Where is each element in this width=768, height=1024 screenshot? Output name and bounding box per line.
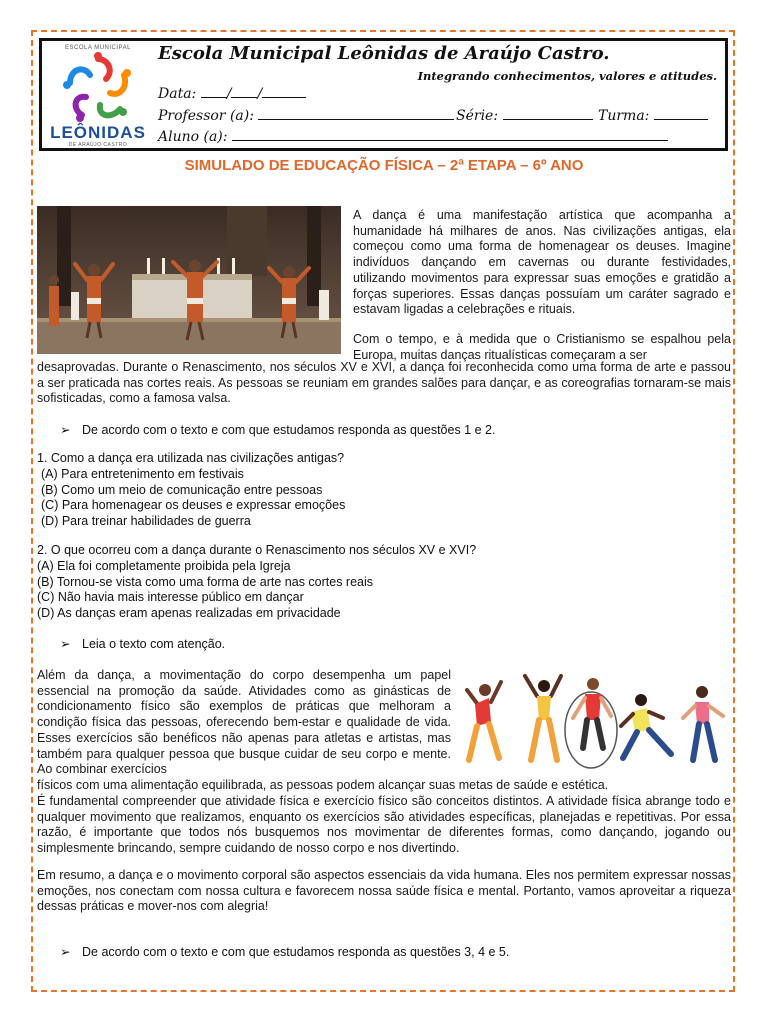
teacher-field[interactable]: [158, 107, 454, 124]
logo-figures-icon: [48, 51, 148, 129]
question-1-option-d[interactable]: (D) Para treinar habilidades de guerra: [41, 514, 251, 529]
question-2-stem: 2. O que ocorreu com a dança durante o Renascimento nos séculos XV e XVI?: [37, 543, 477, 557]
question-2-option-b[interactable]: (B) Tornou-se vista como uma forma de arte nas cortes reais: [37, 574, 374, 589]
question-2-option-c[interactable]: (C) Não havia mais interesse público em dançar: [37, 590, 304, 605]
health-paragraph-start: Além da dança, a movimentação do corpo desempenha um papel essencial na promoção da saúde. Atividades como as ginásticas de condicionamento físico são exemplos de práticas que melhoram a condição física das pessoas, oferecendo bem-estar e qualidade de vida. Esses exercícios são benéficos não apenas para atletas e artistas, mas também para qualquer pessoa que busque cuidar de seu corpo e mente. Ao combinar exercícios: [37, 668, 451, 777]
history-paragraph-start: Com o tempo, e à medida que o Cristianismo se espalhou pela Europa, muitas danças ritualísticas começaram a ser: [353, 332, 731, 362]
date-label: Data:: [158, 86, 197, 102]
logo-name: LEÔNIDAS: [50, 123, 146, 142]
instruction-read: [60, 636, 225, 651]
instruction-q3-5-text: De acordo com o texto e com que estudamos responda as questões 3, 4 e 5.: [82, 945, 510, 959]
student-label: Aluno (a):: [158, 129, 228, 145]
school-tagline: Integrando conhecimentos, valores e atitudes.: [417, 69, 717, 83]
question-1-stem: 1. Como a dança era utilizada nas civilizações antigas?: [37, 451, 345, 465]
activity-vs-exercise-paragraph: É fundamental compreender que atividade física e exercício físico são conceitos distintos. A atividade física abrange todo e qualquer movimento que realizamos, enquanto os exercícios são atividades específicas, planejadas e repetitivas. Por essa razão, é importante que todos nós busquemos nos movimentar de diferentes formas, como dançando, jogando ou simplesmente brincando, sempre cuidando de nosso corpo e nos divertindo.: [37, 794, 731, 856]
grade-label: Série:: [456, 108, 499, 124]
logo-caption-bottom: DE ARAÚJO CASTRO: [68, 142, 128, 148]
intro-paragraph: A dança é uma manifestação artística que acompanha a humanidade há milhares de anos. Nas civilizações antigas, ela começou como uma forma de homenagear os deuses. Imagine indivíduos dançando em cavernas ou durante festividades, utilizando movimentos para expressar suas emoções e gratidão a forças superiores. Essas danças possuíam um caráter sagrado e estavam ligadas a celebrações e rituais.: [353, 208, 731, 317]
instruction-q1-2: [60, 422, 495, 437]
grade-field[interactable]: [456, 107, 593, 124]
question-1-option-a[interactable]: (A) Para entretenimento em festivais: [41, 466, 244, 481]
school-name: Escola Municipal Leônidas de Araújo Castro.: [158, 43, 610, 64]
school-logo: [48, 45, 148, 147]
question-1: [37, 451, 345, 530]
health-paragraph-end: físicos com uma alimentação equilibrada, as pessoas podem alcançar suas metas de saúde e estética.: [37, 778, 609, 792]
student-field[interactable]: [158, 128, 668, 145]
instruction-q3-5: [60, 944, 509, 959]
date-field[interactable]: Data: / /: [158, 85, 306, 102]
arrow-bullet-icon: ➢: [60, 945, 71, 959]
instruction-q1-2-text: De acordo com o texto e com que estudamos responda as questões 1 e 2.: [82, 423, 496, 437]
instruction-read-text: Leia o texto com atenção.: [82, 637, 226, 651]
exam-title: SIMULADO DE EDUCAÇÃO FÍSICA – 2ª ETAPA – 6º ANO: [184, 157, 584, 174]
question-1-option-c[interactable]: (C) Para homenagear os deuses e expressar emoções: [41, 498, 346, 513]
dance-ritual-photo: [37, 206, 341, 354]
question-2-option-a[interactable]: (A) Ela foi completamente proibida pela Igreja: [37, 558, 291, 573]
arrow-bullet-icon: ➢: [60, 637, 71, 651]
question-1-option-b[interactable]: (B) Como um meio de comunicação entre pessoas: [41, 482, 323, 497]
arrow-bullet-icon: ➢: [60, 423, 71, 437]
class-label: Turma:: [598, 108, 650, 124]
exercise-people-illustration: [461, 668, 734, 774]
teacher-label: Professor (a):: [158, 108, 254, 124]
question-2-option-d[interactable]: (D) As danças eram apenas realizadas em privacidade: [37, 606, 341, 621]
school-header: [39, 38, 728, 151]
history-paragraph-rest: desaprovadas. Durante o Renascimento, nos séculos XV e XVI, a dança foi reconhecida como uma forma de arte e passou a ser praticada nas cortes reais. As pessoas se reuniam em grandes salões para dançar, e as coreografias tornaram-se mais sofisticadas, como a famosa valsa.: [37, 360, 731, 406]
question-2: [37, 543, 476, 622]
class-field[interactable]: [598, 107, 708, 124]
summary-paragraph: Em resumo, a dança e o movimento corporal são aspectos essenciais da vida humana. Eles nos permitem expressar nossas emoções, nos conectam com nossa cultura e favorecem nossa saúde física e mental. Portanto, vamos aproveitar a riqueza dessas práticas e mover-nos com alegria!: [37, 868, 731, 914]
logo-caption-top: ESCOLA MUNICIPAL: [65, 45, 131, 51]
